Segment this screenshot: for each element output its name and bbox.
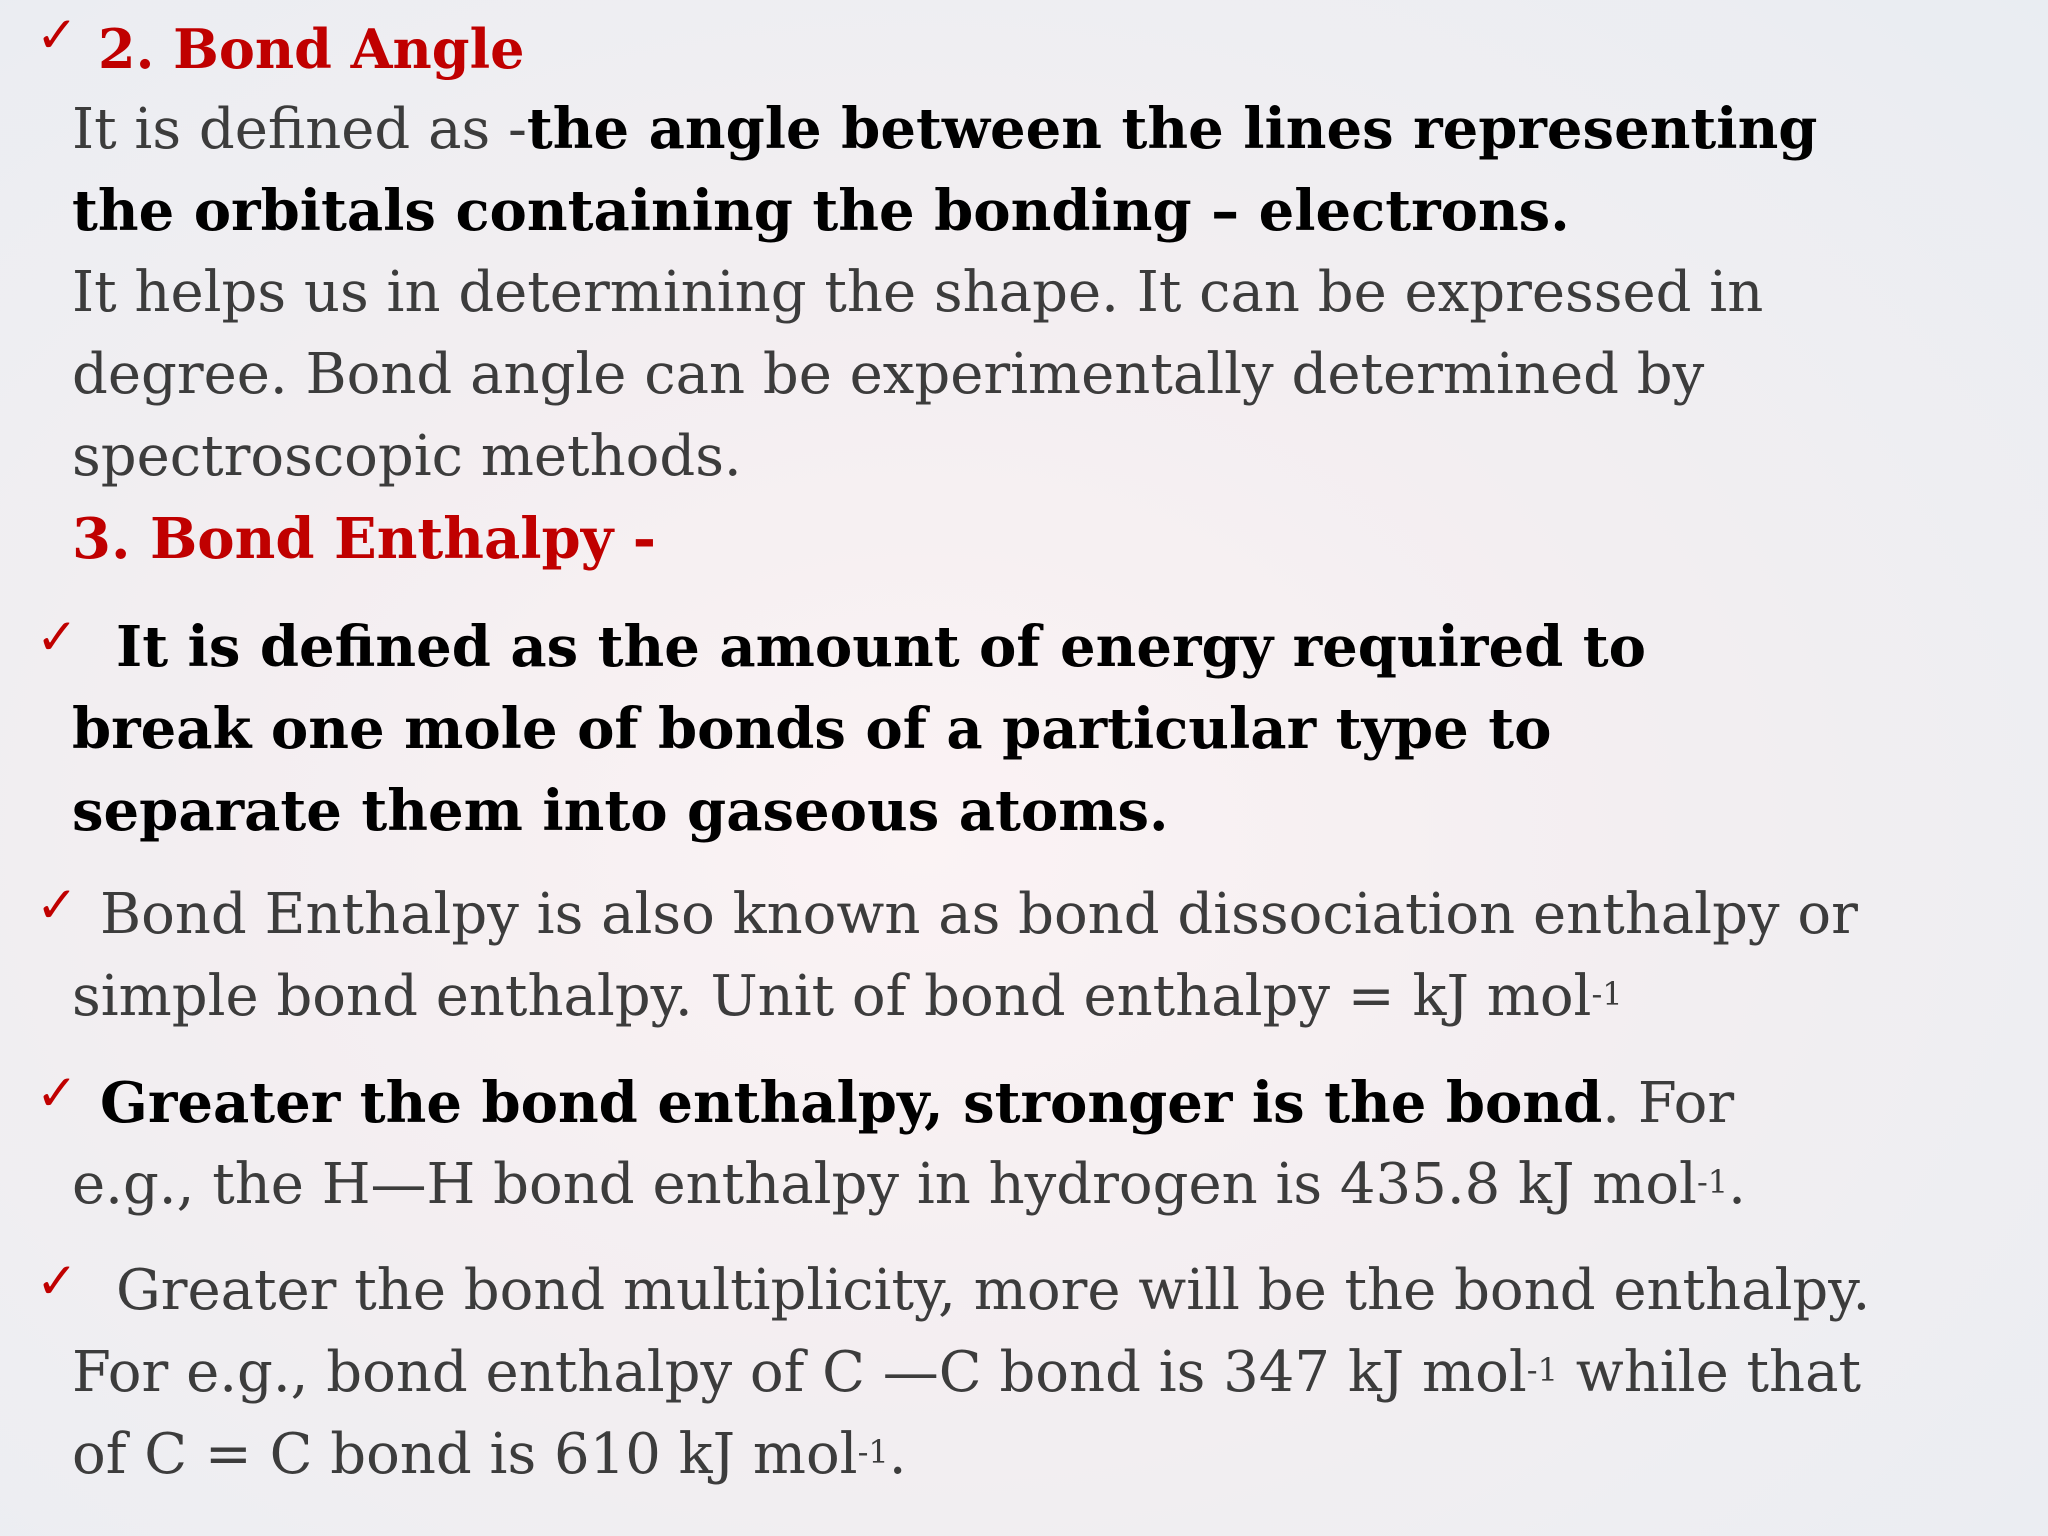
continuation-text: . For [1602,1071,1735,1136]
enthalpy-point-2-line-2 [72,962,1623,1032]
bond-angle-body-line-2: degree. Bond angle can be experimentally determined by [72,342,1705,407]
period: . [888,1422,907,1487]
enthalpy-point-1-line-2: break one mole of bonds of a particular type to [72,696,1552,762]
superscript: -1 [857,1433,889,1471]
superscript: -1 [1591,975,1623,1013]
check-icon: ✓ [36,6,78,64]
emphasis-text: Greater the bond enthalpy, stronger is the bond [100,1070,1603,1136]
bond-angle-body-line-3: spectroscopic methods. [72,424,742,489]
enthalpy-point-3-line-1 [100,1068,1734,1139]
example-text: of C = C bond is 610 kJ mol [72,1422,858,1487]
continuation-text: while that [1557,1340,1861,1405]
superscript: -1 [1696,1163,1729,1201]
unit-text: simple bond enthalpy. Unit of bond enthalpy = kJ mol [72,964,1592,1029]
example-text: e.g., the H—H bond enthalpy in hydrogen is 435.8 kJ mol [72,1152,1697,1217]
check-icon: ✓ [36,1064,78,1122]
superscript: -1 [1526,1351,1558,1389]
bond-angle-definition-line-1 [72,94,1817,165]
definition-bold-text: the angle between the lines representing [526,96,1818,162]
example-text: For e.g., bond enthalpy of C —C bond is 347 kJ mol [72,1340,1527,1405]
check-icon: ✓ [36,1252,78,1310]
definition-prefix: It is defined as - [72,97,527,162]
check-icon: ✓ [36,608,78,666]
enthalpy-point-4-line-1: Greater the bond multiplicity, more will be the bond enthalpy. [116,1258,1871,1323]
check-icon: ✓ [36,876,78,934]
enthalpy-point-1-line-1: It is defined as the amount of energy required to [116,614,1646,680]
period: . [1728,1152,1746,1217]
section-heading-bond-angle: 2. Bond Angle [98,17,525,81]
enthalpy-point-3-line-2 [72,1150,1746,1220]
bond-angle-body-line-1: It helps us in determining the shape. It can be expressed in [72,260,1764,325]
enthalpy-point-1-line-3: separate them into gaseous atoms. [72,778,1169,844]
enthalpy-point-4-line-3 [72,1420,907,1490]
enthalpy-point-2-line-1: Bond Enthalpy is also known as bond dissociation enthalpy or [100,882,1858,947]
enthalpy-point-4-line-2 [72,1338,1861,1408]
bond-angle-definition-line-2: the orbitals containing the bonding – electrons. [72,178,1570,244]
section-heading-bond-enthalpy: 3. Bond Enthalpy - [72,506,656,572]
